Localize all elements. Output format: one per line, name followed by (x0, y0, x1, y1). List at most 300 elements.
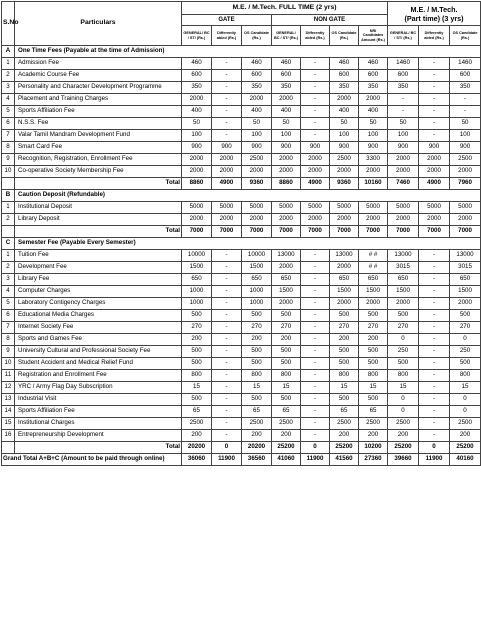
row-number: 4 (2, 94, 15, 106)
fee-amount: - (301, 418, 330, 430)
fee-amount: 0 (450, 406, 481, 418)
fee-amount: - (301, 322, 330, 334)
fee-amount: 100 (359, 130, 388, 142)
fee-amount: 500 (388, 310, 419, 322)
column-header: Differently abled (Rs.) (301, 26, 330, 46)
fee-amount: 800 (359, 370, 388, 382)
fee-amount: 600 (182, 70, 212, 82)
row-number: 4 (2, 286, 15, 298)
row-number: 6 (2, 118, 15, 130)
fee-amount: - (212, 310, 242, 322)
fee-amount: - (301, 130, 330, 142)
fee-amount: 900 (419, 142, 450, 154)
fee-amount: 2000 (450, 214, 481, 226)
fee-amount: 900 (272, 142, 301, 154)
fee-amount: 900 (388, 142, 419, 154)
fee-amount: 65 (330, 406, 359, 418)
fee-amount: 1500 (388, 286, 419, 298)
row-number: 1 (2, 58, 15, 70)
fee-amount: 100 (450, 130, 481, 142)
fee-amount: 400 (330, 106, 359, 118)
fee-amount: 2000 (272, 94, 301, 106)
fee-amount: 5000 (242, 202, 272, 214)
fee-amount: 2000 (388, 214, 419, 226)
fee-row (2, 382, 481, 394)
column-header: Differently abled (Rs.) (212, 26, 242, 46)
total-amount: 7960 (450, 178, 481, 190)
fee-amount: - (419, 70, 450, 82)
fee-amount: - (212, 406, 242, 418)
section-title: Caution Deposit (Refundable) (15, 190, 481, 202)
fee-amount: 2000 (242, 94, 272, 106)
total-label: Total (15, 442, 182, 454)
fee-amount: 500 (359, 394, 388, 406)
fee-amount: 10000 (242, 250, 272, 262)
row-number: 7 (2, 322, 15, 334)
column-header: Differently abled (Rs.) (419, 26, 450, 46)
part-time-header-line1: M.E. / M.Tech. (410, 4, 458, 14)
fee-amount: 1500 (182, 262, 212, 274)
fee-amount: 2000 (388, 298, 419, 310)
fee-amount: 1500 (272, 286, 301, 298)
fee-amount: 250 (388, 346, 419, 358)
fee-amount: 3015 (450, 262, 481, 274)
fee-row (2, 118, 481, 130)
fee-amount: 50 (359, 118, 388, 130)
fee-amount: 500 (330, 346, 359, 358)
fee-amount: 350 (388, 82, 419, 94)
row-number: 2 (2, 262, 15, 274)
total-amount: 7000 (242, 226, 272, 238)
fee-amount: 350 (242, 82, 272, 94)
fee-amount: - (212, 118, 242, 130)
row-number: 5 (2, 106, 15, 118)
section-total-row (2, 178, 481, 190)
fee-amount: 2000 (182, 94, 212, 106)
fee-amount: - (212, 382, 242, 394)
column-header: OS Candidate (Rs.) (450, 26, 481, 46)
fee-amount: 13000 (388, 250, 419, 262)
grand-total-amount: 36560 (242, 454, 272, 466)
fee-amount: - (212, 298, 242, 310)
fee-amount: 50 (450, 118, 481, 130)
fee-row (2, 166, 481, 178)
total-amount: 25200 (272, 442, 301, 454)
gate-header: GATE (182, 15, 272, 26)
grand-total-label: Grand Total A+B+C (Amount to be paid through online) (2, 454, 182, 466)
fee-amount: 2000 (301, 154, 330, 166)
total-amount: 7000 (212, 226, 242, 238)
fee-row (2, 202, 481, 214)
fee-row (2, 310, 481, 322)
fee-amount: 200 (388, 430, 419, 442)
fee-amount: 2500 (272, 418, 301, 430)
column-header: GENERAL/ BC / ST/ (Rs.) (272, 26, 301, 46)
fee-amount: 1500 (359, 286, 388, 298)
fee-amount: - (212, 250, 242, 262)
fee-amount: 400 (359, 106, 388, 118)
section-title: One Time Fees (Payable at the time of Admission) (15, 46, 481, 58)
fee-amount: - (419, 418, 450, 430)
total-amount: 7000 (182, 226, 212, 238)
part-time-header-line2: (Part time) (3 yrs) (404, 13, 464, 23)
fee-amount: # # (359, 250, 388, 262)
fee-amount: 2000 (212, 166, 242, 178)
section-total-row (2, 226, 481, 238)
fee-amount: - (419, 346, 450, 358)
fee-amount: 200 (242, 430, 272, 442)
fee-amount: 460 (330, 58, 359, 70)
fee-amount: 650 (388, 274, 419, 286)
fee-amount: - (301, 70, 330, 82)
fee-amount: - (419, 250, 450, 262)
fee-amount: 350 (272, 82, 301, 94)
fee-amount: 500 (272, 358, 301, 370)
fee-amount: 350 (182, 82, 212, 94)
fee-amount: 13000 (272, 250, 301, 262)
fee-amount: 200 (242, 334, 272, 346)
fee-row (2, 430, 481, 442)
fee-amount: 50 (242, 118, 272, 130)
fee-amount: 50 (182, 118, 212, 130)
fee-amount: 65 (359, 406, 388, 418)
row-number: 1 (2, 202, 15, 214)
fee-amount: - (419, 262, 450, 274)
fee-amount: 350 (330, 82, 359, 94)
fee-amount: - (212, 94, 242, 106)
fee-amount: 1500 (242, 262, 272, 274)
fee-amount: 100 (182, 130, 212, 142)
fee-amount: 15 (242, 382, 272, 394)
fee-amount: - (419, 322, 450, 334)
total-amount: 25200 (330, 442, 359, 454)
fee-amount: - (301, 370, 330, 382)
grand-total-amount: 41060 (272, 454, 301, 466)
fee-row (2, 370, 481, 382)
fee-row (2, 214, 481, 226)
fee-amount: 500 (330, 358, 359, 370)
fee-row (2, 70, 481, 82)
row-number: 8 (2, 334, 15, 346)
fee-amount: 500 (272, 346, 301, 358)
total-amount: 4900 (212, 178, 242, 190)
fee-amount: 350 (450, 82, 481, 94)
fee-amount: - (212, 70, 242, 82)
fee-amount: - (419, 382, 450, 394)
section-header-row (2, 238, 481, 250)
particulars-header: Particulars (15, 2, 182, 46)
fee-amount: 2000 (359, 214, 388, 226)
fee-amount: - (301, 58, 330, 70)
fee-amount: 400 (182, 106, 212, 118)
fee-amount: 650 (359, 274, 388, 286)
total-amount: 8860 (272, 178, 301, 190)
fee-amount: - (419, 358, 450, 370)
total-amount: 9360 (242, 178, 272, 190)
fee-amount: 2000 (419, 166, 450, 178)
fee-amount: - (419, 406, 450, 418)
row-number: 5 (2, 298, 15, 310)
grand-total-amount: 11900 (301, 454, 330, 466)
fee-amount: 650 (330, 274, 359, 286)
section-letter: C (2, 238, 15, 250)
fee-name: Student Accident and Medical Relief Fund (15, 358, 182, 370)
total-amount: 7000 (272, 226, 301, 238)
fee-amount: 800 (330, 370, 359, 382)
fee-name: Development Fee (15, 262, 182, 274)
total-amount: 9360 (330, 178, 359, 190)
fee-name: YRC / Army Flag Day Subscription (15, 382, 182, 394)
total-amount: 7000 (450, 226, 481, 238)
fee-amount: 5000 (388, 202, 419, 214)
fee-amount: 2000 (330, 166, 359, 178)
fee-amount: - (212, 130, 242, 142)
total-amount: 25200 (450, 442, 481, 454)
fee-row (2, 274, 481, 286)
non-gate-header: NON GATE (272, 15, 388, 26)
fee-amount: 1500 (450, 286, 481, 298)
fee-name: Admission Fee (15, 58, 182, 70)
fee-amount: 500 (242, 394, 272, 406)
fee-amount: 2500 (359, 418, 388, 430)
fee-amount: 2000 (182, 166, 212, 178)
fee-amount: 0 (388, 394, 419, 406)
fee-amount: 2500 (388, 418, 419, 430)
total-spacer (2, 226, 15, 238)
fee-amount: 600 (450, 70, 481, 82)
total-amount: 10200 (359, 442, 388, 454)
fee-amount: 0 (450, 394, 481, 406)
fee-amount: 1460 (450, 58, 481, 70)
fee-amount: - (301, 286, 330, 298)
fee-amount: 500 (182, 346, 212, 358)
row-number: 6 (2, 310, 15, 322)
fee-amount: 650 (272, 274, 301, 286)
row-number: 10 (2, 166, 15, 178)
fee-amount: 200 (330, 334, 359, 346)
fee-amount: 13000 (330, 250, 359, 262)
fee-amount: 15 (182, 382, 212, 394)
fee-amount: - (419, 430, 450, 442)
column-header: GENERAL/ BC / ST/ (Rs.) (388, 26, 419, 46)
fee-amount: 5000 (182, 202, 212, 214)
row-number: 3 (2, 274, 15, 286)
fee-amount: 2000 (272, 166, 301, 178)
fee-amount: 5000 (212, 202, 242, 214)
fee-amount: 500 (182, 310, 212, 322)
total-amount: 0 (419, 442, 450, 454)
row-number: 15 (2, 418, 15, 430)
grand-total-amount: 41560 (330, 454, 359, 466)
fee-amount: 1000 (242, 298, 272, 310)
fee-amount: - (301, 262, 330, 274)
fee-amount: 2500 (450, 154, 481, 166)
fee-amount: 900 (212, 142, 242, 154)
section-total-row (2, 442, 481, 454)
fee-name: Personality and Character Development Programme (15, 82, 182, 94)
fee-amount: 900 (242, 142, 272, 154)
fee-amount: 0 (388, 406, 419, 418)
fee-amount: 2000 (359, 94, 388, 106)
fee-amount: 2000 (359, 298, 388, 310)
fee-row (2, 334, 481, 346)
fee-amount: - (301, 406, 330, 418)
fee-amount: 2500 (242, 418, 272, 430)
fee-amount: 5000 (450, 202, 481, 214)
column-header: OS Candidate (Rs.) (242, 26, 272, 46)
fee-amount: - (419, 130, 450, 142)
fee-amount: - (419, 106, 450, 118)
grand-total-amount: 27360 (359, 454, 388, 466)
fee-amount: 600 (242, 70, 272, 82)
fee-amount: 2500 (330, 154, 359, 166)
row-number: 7 (2, 130, 15, 142)
total-label: Total (15, 178, 182, 190)
fee-amount: 500 (242, 310, 272, 322)
fee-amount: 270 (182, 322, 212, 334)
fee-amount: 250 (450, 346, 481, 358)
fee-amount: 2500 (330, 418, 359, 430)
part-time-header (388, 2, 481, 26)
fee-table (1, 1, 481, 466)
fee-amount: - (388, 106, 419, 118)
fee-amount: 460 (182, 58, 212, 70)
column-header: GENERAL/ BC / ST/ (Rs.) (182, 26, 212, 46)
fee-name: Sports and Games Fee (15, 334, 182, 346)
total-amount: 7000 (301, 226, 330, 238)
fee-amount: - (301, 346, 330, 358)
fee-row (2, 130, 481, 142)
fee-row (2, 394, 481, 406)
fee-amount: 1000 (182, 298, 212, 310)
fee-amount: - (212, 370, 242, 382)
row-number: 2 (2, 214, 15, 226)
fee-amount: 2500 (182, 418, 212, 430)
total-amount: 0 (301, 442, 330, 454)
fee-amount: 100 (330, 130, 359, 142)
fee-amount: 2000 (419, 154, 450, 166)
total-amount: 20200 (242, 442, 272, 454)
fee-amount: 100 (242, 130, 272, 142)
fee-amount: 2500 (450, 418, 481, 430)
fee-amount: 200 (182, 430, 212, 442)
fee-amount: - (419, 82, 450, 94)
fee-amount: 800 (242, 370, 272, 382)
fee-row (2, 298, 481, 310)
fee-amount: 0 (450, 334, 481, 346)
total-label: Total (15, 226, 182, 238)
fee-name: Library Fee (15, 274, 182, 286)
fee-amount: - (212, 58, 242, 70)
fee-amount: 650 (182, 274, 212, 286)
fee-amount: 200 (359, 334, 388, 346)
fee-amount: 2000 (359, 166, 388, 178)
fee-name: Placement and Training Charges (15, 94, 182, 106)
grand-total-row (2, 454, 481, 466)
fee-amount: 10000 (182, 250, 212, 262)
fee-row (2, 286, 481, 298)
fee-amount: 15 (272, 382, 301, 394)
total-amount: 4900 (301, 178, 330, 190)
fee-amount: - (419, 274, 450, 286)
fee-amount: - (301, 358, 330, 370)
fee-amount: - (301, 118, 330, 130)
fee-amount: 270 (359, 322, 388, 334)
grand-total-amount: 40160 (450, 454, 481, 466)
total-amount: 4900 (419, 178, 450, 190)
fee-name: Smart Card Fee (15, 142, 182, 154)
grand-total-amount: 39660 (388, 454, 419, 466)
fee-amount: 460 (359, 58, 388, 70)
total-spacer (2, 178, 15, 190)
fee-amount: 2000 (182, 154, 212, 166)
fee-amount: # # (359, 262, 388, 274)
fee-amount: 50 (272, 118, 301, 130)
fee-amount: 270 (242, 322, 272, 334)
fee-name: Tuition Fee (15, 250, 182, 262)
fee-amount: 500 (359, 346, 388, 358)
fee-amount: 2000 (301, 166, 330, 178)
full-time-header: M.E. / M.Tech. FULL TIME (2 yrs) (182, 2, 388, 15)
fee-amount: 800 (272, 370, 301, 382)
fee-amount: 65 (242, 406, 272, 418)
fee-amount: - (388, 94, 419, 106)
fee-amount: - (212, 418, 242, 430)
fee-name: Sports Affiliation Fee (15, 106, 182, 118)
fee-amount: 900 (301, 142, 330, 154)
total-amount: 20200 (182, 442, 212, 454)
fee-amount: - (419, 94, 450, 106)
fee-amount: - (212, 106, 242, 118)
row-number: 9 (2, 154, 15, 166)
fee-amount: 2000 (419, 214, 450, 226)
fee-amount: 200 (272, 430, 301, 442)
fee-amount: 13000 (450, 250, 481, 262)
section-title: Semester Fee (Payable Every Semester) (15, 238, 481, 250)
grand-total-amount: 11900 (419, 454, 450, 466)
fee-amount: 2000 (301, 214, 330, 226)
fee-amount: 900 (330, 142, 359, 154)
row-number: 9 (2, 346, 15, 358)
fee-amount: 2500 (242, 154, 272, 166)
sno-header: S.No (2, 2, 15, 46)
fee-amount: - (419, 310, 450, 322)
fee-amount: 2000 (330, 262, 359, 274)
fee-amount: 270 (388, 322, 419, 334)
fee-amount: 650 (242, 274, 272, 286)
fee-amount: - (212, 262, 242, 274)
fee-row (2, 82, 481, 94)
fee-amount: 2000 (388, 154, 419, 166)
fee-name: Co-operative Society Membership Fee (15, 166, 182, 178)
fee-amount: - (301, 250, 330, 262)
fee-row (2, 250, 481, 262)
fee-amount: 2000 (330, 298, 359, 310)
fee-amount: 1460 (388, 58, 419, 70)
fee-amount: 2000 (450, 298, 481, 310)
fee-name: Computer Charges (15, 286, 182, 298)
total-amount: 7000 (359, 226, 388, 238)
fee-amount: - (450, 94, 481, 106)
fee-name: N.S.S. Fee (15, 118, 182, 130)
section-letter: A (2, 46, 15, 58)
fee-amount: 500 (182, 394, 212, 406)
fee-amount: - (419, 286, 450, 298)
column-header: OS Candidate (Rs.) (330, 26, 359, 46)
fee-amount: 500 (330, 394, 359, 406)
fee-amount: 2000 (388, 166, 419, 178)
fee-amount: 650 (450, 274, 481, 286)
